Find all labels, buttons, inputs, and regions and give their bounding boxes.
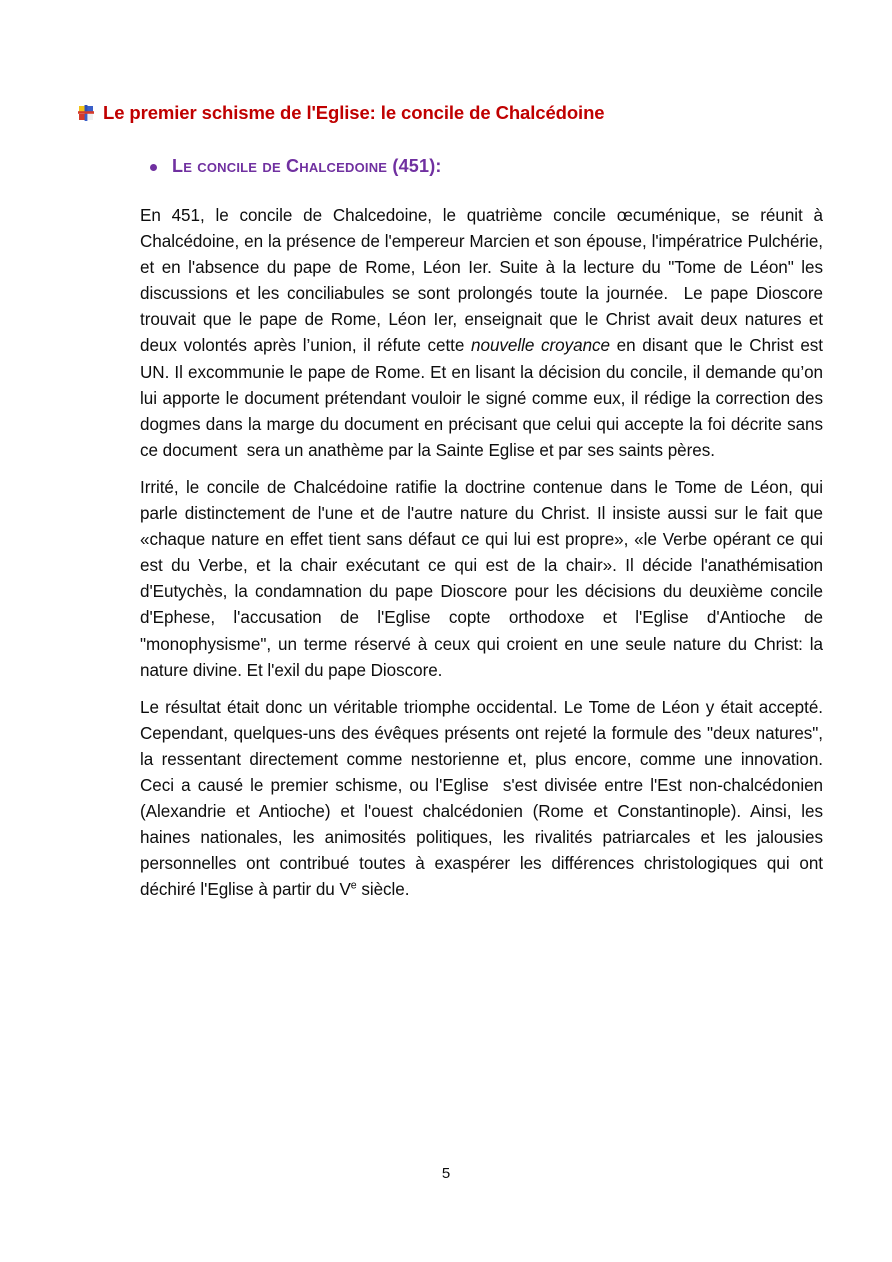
text-run: Le résultat était donc un véritable triomphe occidental. Le Tome de Léon y était accepté. Cependant, quelques-uns des évêques présents ont rejeté la formule des "deux natures", la ressentant directement comme nestorienne et, plus encore, comme une innovation. Ceci a causé le premier schisme, ou l'Eglise s'est divisée entre l'Est non-chalcédonien (Alexandrie et Antioche) et l'ouest chalcédonien (Rome et Constantinople). Ainsi, les haines nationales, les animosités politiques, les rivalités patriarcales et les jalousies personnelles ont contribué toutes à exaspérer les différences christologiques qui ont déchiré l'Eglise à partir du V	[140, 697, 828, 900]
body-text	[140, 203, 828, 903]
page-number: 5	[441, 1165, 451, 1182]
emphasis-text: nouvelle croyance	[471, 336, 610, 356]
text-run: Irrité, le concile de Chalcédoine ratifie la doctrine contenue dans le Tome de Léon, qui parle distinctement de l'une et de l'autre nature du Christ. Il insiste aussi sur le fait que «chaque nature en effet tient sans défaut ce qui lui est propre», «le Verbe opérant ce qui est du Verbe, et la chair exécutant ce qui est de la chair». Il décide l'anathémisation d'Eutychès, la condamnation du pape Dioscore pour les décisions du deuxième concile d'Ephese, l'accusation de l'Eglise copte orthodoxe et l'Eglise d'Antioche de "monophysisme", un terme réservé à ceux qui croient en une seule nature du Christ: la nature divine. Et l'exil du pape Dioscore.	[140, 477, 828, 680]
text-run: en disant que le Christ est UN. Il excommunie le pape de Rome. Et en lisant la décision du concile, il demande qu’on lui apporte le document prétendant vouloir le signé comme eux, il rédige la correction des dogmes dans la marge du document en précisant que celui qui accepte la foi décrite sans ce document sera un anathème par la Sainte Eglise et par ses saints pères.	[140, 336, 828, 460]
text-run: siècle.	[356, 880, 410, 900]
section-subtitle	[150, 157, 442, 175]
paragraph-1	[140, 203, 828, 464]
paragraph-2	[140, 475, 828, 684]
section-subtitle-text: Le concile de Chalcedoine (451):	[172, 156, 442, 176]
round-bullet-icon	[150, 164, 157, 171]
page-title	[78, 104, 604, 123]
paragraph-3	[140, 695, 828, 904]
superscript-text: e	[350, 879, 357, 892]
multicolor-cross-bullet-icon	[78, 105, 94, 121]
text-run: En 451, le concile de Chalcedoine, le quatrième concile œcuménique, se réunit à Chalcédoine, en la présence de l'empereur Marcien et son épouse, l'impératrice Pulchérie, et en l'absence du pape de Rome, Léon Ier. Suite à la lecture du "Tome de Léon" les discussions et les conciliabules se sont prolongés toute la journée. Le pape Dioscore trouvait que le pape de Rome, Léon Ier, enseignait que le Christ avait deux natures et deux volontés après l’union, il réfute cette	[140, 206, 828, 356]
page-title-text: Le premier schisme de l'Eglise: le concile de Chalcédoine	[103, 102, 605, 123]
